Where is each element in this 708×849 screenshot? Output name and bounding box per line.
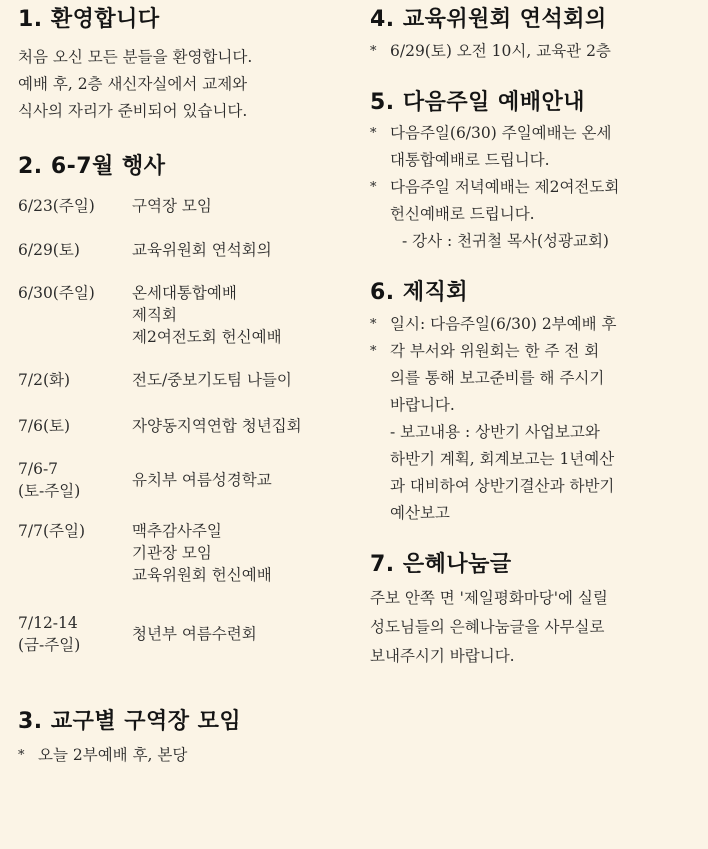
grace-section [370,551,696,672]
event-row [18,458,342,502]
bullet-text: 바랍니다. [390,395,455,414]
welcome-line: 처음 오신 모든 분들을 환영합니다. [18,47,253,66]
bullet-text: 6/29(토) 오전 10시, 교육관 2층 [390,41,611,60]
event-item: 유치부 여름성경학교 [132,471,272,489]
council-bullet [370,311,696,338]
section-gap [18,656,342,708]
detail-line: 과 대비하여 상반기결산과 하반기 [390,476,615,495]
bullet-star-icon: * [370,316,377,332]
welcome-section [18,6,342,125]
event-items [132,282,342,348]
event-row [18,414,342,438]
event-date: 6/29(토) [18,241,80,259]
event-date: 6/23(주일) [18,197,95,215]
events-section [18,153,342,657]
district-title: 3. 교구별 구역장 모임 [18,709,242,734]
education-title: 4. 교육위원회 연석회의 [370,7,607,32]
event-item: 전도/중보기도팀 나들이 [132,371,292,389]
bullet-text: 일시: 다음주일(6/30) 2부예배 후 [390,314,617,333]
education-section [370,6,696,65]
welcome-line: 예배 후, 2층 새신자실에서 교제와 [18,74,248,93]
detail-line: - 보고내용 : 상반기 사업보고와 [390,422,600,441]
event-row [18,194,342,218]
event-date-line: 7/12-14 [18,614,78,632]
grace-line: 성도님들의 은혜나눔글을 사무실로 [370,618,605,636]
event-date-line: 7/6-7 [18,460,59,478]
events-list [18,194,342,656]
event-date: 7/6(토) [18,417,71,435]
welcome-text [18,44,342,125]
event-date [18,612,132,656]
welcome-title: 1. 환영합니다 [18,7,160,32]
event-row [18,368,342,392]
right-column [352,0,708,671]
bullet-text: 다음주일 저녁예배는 제2여전도회 [390,178,620,196]
event-item: 청년부 여름수련회 [132,625,257,643]
next-week-bullet [370,120,696,174]
event-item: 교육위원회 연석회의 [132,241,272,259]
bullet-star-icon: * [18,747,25,763]
event-item: 자양동지역연합 청년집회 [132,417,302,435]
detail-line: 하반기 계획, 회계보고는 1년예산 [390,449,615,468]
council-bullet [370,338,696,419]
detail-line: 예산보고 [390,503,450,522]
event-item: 기관장 모임 [132,544,212,562]
event-items [132,520,342,586]
event-item: 제직회 [132,306,177,324]
district-section [18,708,342,769]
welcome-line: 식사의 자리가 준비되어 있습니다. [18,101,248,120]
event-date: 6/30(주일) [18,284,95,302]
next-week-section [370,89,696,256]
event-item: 제2여전도회 헌신예배 [132,328,282,346]
events-title: 2. 6-7월 행사 [18,153,166,179]
event-row [18,612,342,656]
education-bullets [370,38,696,65]
left-column [0,0,352,769]
event-item: 온세대통합예배 [132,284,237,302]
council-bullets [370,311,696,419]
bullet-text: 오늘 2부예배 후, 본당 [38,745,188,764]
speaker-line: - 강사 : 천귀철 목사(성광교회) [402,232,609,250]
bullet-star-icon: * [370,180,377,195]
council-detail [370,419,696,527]
district-bullet [18,742,342,769]
next-week-bullets [370,120,696,228]
event-item: 맥추감사주일 [132,522,222,540]
event-row [18,520,342,586]
bullet-star-icon: * [370,43,377,59]
event-date: 7/7(주일) [18,522,85,540]
grace-line: 보내주시기 바랍니다. [370,647,515,665]
grace-text [370,584,696,671]
grace-line: 주보 안쪽 면 '제일평화마당'에 실릴 [370,589,608,607]
event-date-line: (금-주일) [18,636,81,654]
next-week-title: 5. 다음주일 예배안내 [370,89,585,115]
event-row [18,282,342,348]
bullet-text: 다음주일(6/30) 주일예배는 온세 [390,124,612,142]
education-bullet [370,38,696,65]
bullet-text: 헌신예배로 드립니다. [390,205,535,223]
bullet-star-icon: * [370,126,377,141]
event-date [18,458,132,502]
bullet-star-icon: * [370,343,377,359]
grace-title: 7. 은혜나눔글 [370,551,512,577]
event-date-line: (토-주일) [18,482,81,500]
event-date: 7/2(화) [18,371,71,389]
council-title: 6. 제직회 [370,280,469,305]
bullet-text: 의를 통해 보고준비를 해 주시기 [390,368,605,387]
council-section [370,279,696,527]
event-item: 교육위원회 헌신예배 [132,566,272,584]
event-row [18,238,342,262]
event-item: 구역장 모임 [132,197,212,215]
bullet-text: 대통합예배로 드립니다. [390,151,550,169]
next-week-bullet [370,174,696,228]
district-bullets [18,742,342,769]
bullet-text: 각 부서와 위원회는 한 주 전 회 [390,341,600,360]
